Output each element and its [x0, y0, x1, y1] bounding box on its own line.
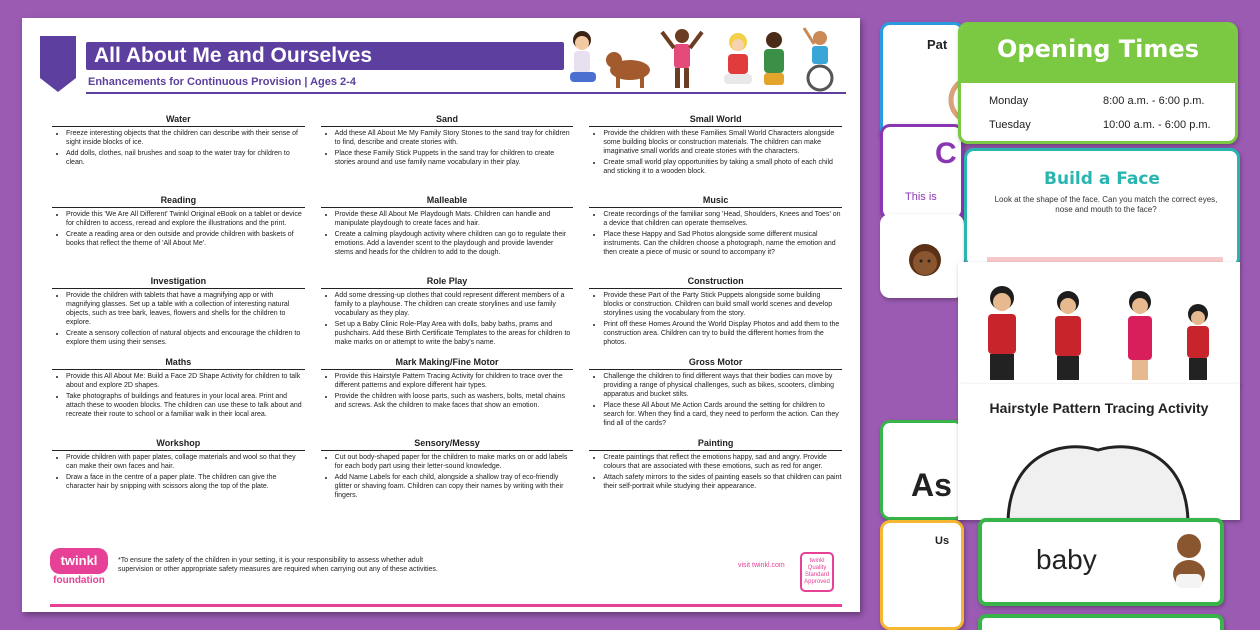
activity-section [321, 276, 574, 353]
section-list [52, 372, 305, 434]
section-heading: Construction [589, 276, 842, 289]
activity-section [321, 357, 574, 434]
section-list [589, 210, 842, 272]
section-heading: Sand [321, 114, 574, 127]
section-heading: Role Play [321, 276, 574, 289]
section-item: • Place these Happy and Sad Photos alongside some different musical instruments. Can the children choose a photograph, name the emotion and then create a piece of music or sound to accompany it? [603, 230, 842, 257]
section-item: • Create a calming playdough activity where children can go to regulate their emotions. Add a lavender scent to the playdough and provide lavender stems and heads for the children to add to the dough. [335, 230, 574, 257]
section-item: • Freeze interesting objects that the children can describe with their sense of sight inside blocks of ice. [66, 129, 305, 147]
document-title: All About Me and Ourselves [94, 44, 373, 67]
pat-card-label: Pat [927, 37, 948, 52]
as-card-label: As [911, 467, 952, 503]
section-item: • Draw a face in the centre of a paper plate. The children can give the character hair by snipping with scissors along the top of the plate. [66, 473, 305, 491]
section-heading: Sensory/Messy [321, 438, 574, 451]
section-heading: Music [589, 195, 842, 208]
baby-word-card [978, 518, 1224, 606]
dog-icon [606, 52, 650, 88]
section-item: • Add these All About Me My Family Story Stones to the sand tray for children to find, describe and create stories with. [335, 129, 574, 147]
visit-link[interactable]: visit twinkl.com [738, 562, 785, 569]
opening-day: Monday [989, 95, 1029, 107]
section-item: • Create paintings that reflect the emotions happy, sad and angry. Provide colours that are associated with these emotions, such as red for anger. [603, 453, 842, 471]
continuous-provision-sheet [22, 18, 860, 612]
section-heading: Painting [589, 438, 842, 451]
section-item: • Add some dressing-up clothes that could represent different members of a family to a playhouse. The children can create storylines and use family vocabulary as they play. [335, 291, 574, 318]
logo-wordmark: twinkl [50, 548, 108, 574]
section-list [321, 210, 574, 272]
use-card [880, 520, 964, 630]
girl-blonde-icon [724, 33, 752, 84]
section-list [321, 291, 574, 353]
letter-card-big: C [935, 137, 957, 170]
section-heading: Investigation [52, 276, 305, 289]
activity-section [52, 195, 305, 272]
section-heading: Gross Motor [589, 357, 842, 370]
section-item: • Create a sensory collection of natural objects and encourage the children to explore them using their senses. [66, 329, 305, 347]
section-item: • Provide children with paper plates, collage materials and wool so that they can make their own faces and hair. [66, 453, 305, 471]
section-list [321, 129, 574, 191]
baby-icon [1162, 530, 1216, 600]
section-list [589, 372, 842, 434]
section-list [321, 372, 574, 434]
boy-figure-icon [1187, 304, 1209, 380]
section-item: • Cut out body-shaped paper for the children to make marks on or add labels for each body part using their letter-sound knowledge. [335, 453, 574, 471]
activity-section [589, 195, 842, 272]
section-item: • Provide these All About Me Playdough Mats. Children can handle and manipulate playdough to create faces and hair. [335, 210, 574, 228]
family-figures-illustration [958, 262, 1240, 386]
section-heading: Mark Making/Fine Motor [321, 357, 574, 370]
opening-day: Tuesday [989, 119, 1031, 131]
girl-sitting-icon [570, 31, 596, 82]
activity-section [589, 276, 842, 353]
section-list [589, 453, 842, 515]
wheelchair-child-icon [804, 28, 832, 90]
activity-section [321, 114, 574, 191]
opening-time: 8:00 a.m. - 6:00 p.m. [1103, 95, 1205, 107]
section-heading: Malleable [321, 195, 574, 208]
letter-card [880, 124, 964, 220]
activity-section [321, 195, 574, 272]
activity-section [52, 114, 305, 191]
section-list [52, 129, 305, 191]
boy-icon [764, 32, 784, 85]
girl-figure-icon [1128, 291, 1152, 380]
section-item: • Add dolls, clothes, nail brushes and soap to the water tray for children to clean. [66, 149, 305, 167]
section-list [589, 291, 842, 353]
hairstyle-tracing-card [958, 384, 1240, 520]
activity-section [52, 357, 305, 434]
child-face-icon [908, 242, 942, 282]
section-heading: Maths [52, 357, 305, 370]
opening-times-title: Opening Times [997, 35, 1199, 63]
section-heading: Water [52, 114, 305, 127]
section-item: • Create small world play opportunities by taking a small photo of each child and sticking it to a wooden block. [603, 158, 842, 176]
opening-times-card [958, 22, 1238, 144]
section-item: • Take photographs of buildings and features in your local area. Print and attach these to wooden blocks. The children can use these to talk about and recreate their route to school or a familiar walk in their local area. [66, 392, 305, 419]
section-list [52, 453, 305, 515]
activity-section [52, 276, 305, 353]
section-item: • Print off these Homes Around the World Display Photos and add them to the construction area. Children can try to build the different homes from the photos. [603, 320, 842, 347]
face-piece-card [880, 214, 964, 298]
children-illustration [552, 24, 852, 94]
activity-section [52, 438, 305, 515]
family-figures-card [958, 262, 1240, 386]
section-item: • Place these All About Me Action Cards around the setting for children to search for. When they find a card, they need to perform the action. Can they find all of the cards? [603, 401, 842, 428]
activity-section [589, 357, 842, 434]
section-heading: Small World [589, 114, 842, 127]
build-a-face-instructions: Look at the shape of the face. Can you match the correct eyes, nose and mouth to the face? [994, 195, 1218, 214]
girl-arms-up-icon [662, 29, 702, 88]
section-item: • Provide these Part of the Party Stick Puppets alongside some building blocks or construction. Children can build small world scenes and develop storylines using the vocabulary from the story. [603, 291, 842, 318]
section-list [589, 129, 842, 191]
woman-figure-icon [1055, 291, 1081, 380]
footer-divider [50, 604, 842, 607]
activity-section [589, 438, 842, 515]
as-card [880, 420, 964, 520]
section-list [52, 210, 305, 272]
section-item: • Create recordings of the familiar song 'Head, Shoulders, Knees and Toes' on a device that children can operate themselves. [603, 210, 842, 228]
opening-time: 10:00 a.m. - 6:00 p.m. [1103, 119, 1211, 131]
use-card-label: Us [935, 535, 950, 547]
baby-word-label: baby [1036, 544, 1097, 575]
section-item: • Provide the children with tablets that have a magnifying app or with magnifying glasses. Set up a table with a collection of interesting natural objects, such as tree bark, leaves, flowers and shells for the children to explore. [66, 291, 305, 327]
section-item: • Create a reading area or den outside and provide children with baskets of books that reflect the theme of 'All About Me'. [66, 230, 305, 248]
section-item: • Challenge the children to find different ways that their bodies can move by providing a range of physical challenges, such as bikes, scooters, climbing apparatus and bucket stilts. [603, 372, 842, 399]
section-heading: Reading [52, 195, 305, 208]
word-card-partial [978, 614, 1224, 630]
twinkl-foundation-logo [50, 548, 108, 596]
build-a-face-card [964, 148, 1240, 268]
activity-section [589, 114, 842, 191]
section-item: • Provide the children with these Families Small World Characters alongside some building blocks or construction materials. The children can make imaginative small worlds and create stories with the characters. [603, 129, 842, 156]
section-item: • Add Name Labels for each child, alongside a shallow tray of eco-friendly glitter or shaving foam. Children can copy their names by writing with their fingers. [335, 473, 574, 500]
hairstyle-tracing-title: Hairstyle Pattern Tracing Activity [989, 400, 1209, 416]
section-item: • Place these Family Stick Puppets in the sand tray for children to create stories around and use family name vocabulary in their play. [335, 149, 574, 167]
man-figure-icon [988, 286, 1016, 380]
quality-badge [800, 552, 834, 592]
document-subtitle: Enhancements for Continuous Provision | Ages 2-4 [88, 76, 356, 88]
hair-outline-icon [998, 428, 1198, 520]
section-item: • Provide this Hairstyle Pattern Tracing Activity for children to trace over the different patterns and explore different hair types. [335, 372, 574, 390]
build-a-face-title: Build a Face [1044, 169, 1160, 189]
bookmark-icon [40, 36, 76, 92]
section-heading: Workshop [52, 438, 305, 451]
logo-subtitle: foundation [53, 575, 105, 586]
badge-text: twinkl Quality Standard Approved [804, 558, 830, 585]
section-item: • Provide the children with loose parts, such as washers, bolts, metal chains and screws. Ask the children to make faces that show an emotion. [335, 392, 574, 410]
section-item: • Provide this 'We Are All Different' Twinkl Original eBook on a tablet or device for children to access, reread and explore the illustrations and the print. [66, 210, 305, 228]
safety-disclaimer: *To ensure the safety of the children in your setting, it is your responsibility to assess whether adult supervision or other appropriate safety measures are required when carrying out any of these activities. [118, 557, 438, 573]
section-list [52, 291, 305, 353]
section-item: • Provide this All About Me: Build a Face 2D Shape Activity for children to talk about and explore 2D shapes. [66, 372, 305, 390]
section-item: • Attach safety mirrors to the sides of painting easels so that children can paint their self-portrait while studying their appearance. [603, 473, 842, 491]
letter-card-sub: This is [905, 191, 937, 203]
section-item: • Set up a Baby Clinic Role-Play Area with dolls, baby baths, prams and pushchairs. Add these Birth Certificate Templates to the areas for children to make marks on or attempt to write the baby's name. [335, 320, 574, 347]
section-list [321, 453, 574, 515]
activity-section [321, 438, 574, 515]
activity-sections [52, 114, 842, 519]
